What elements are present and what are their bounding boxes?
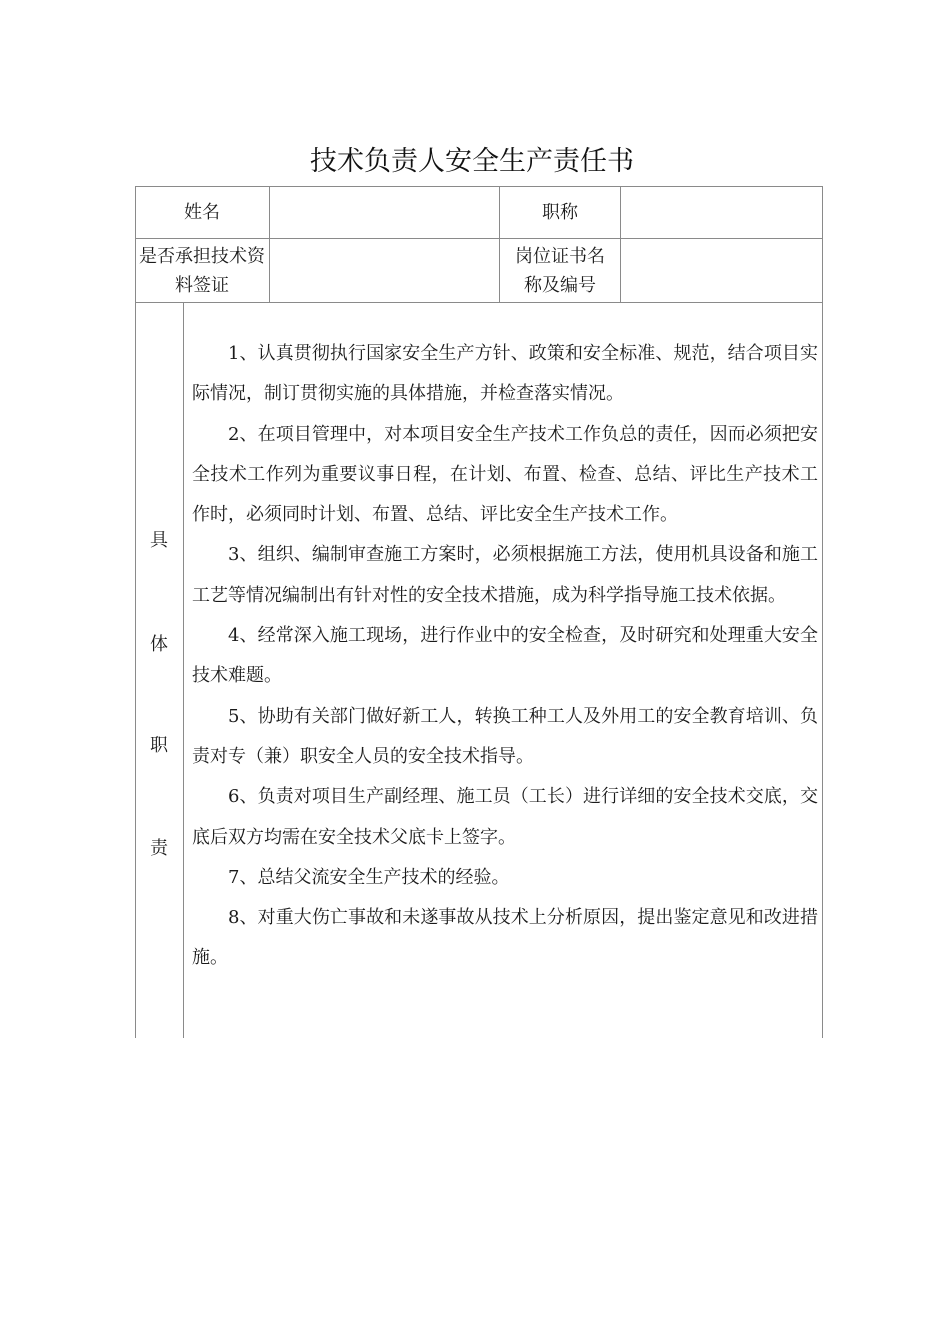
table-row-divider-1 — [135, 238, 823, 239]
duty-item: 4、经常深入施工现场，进行作业中的安全检查，及时研究和处理重大安全技术难题。 — [192, 625, 818, 687]
duty-item: 8、对重大伤亡事故和未遂事故从技术上分析原因，提出鉴定意见和改进措施。 — [192, 907, 818, 969]
duties-list — [192, 334, 818, 979]
table-right-border — [822, 186, 823, 1038]
duties-col-divider — [183, 302, 184, 1038]
duty-item: 6、负责对项目生产副经理、施工员（工长）进行详细的安全技术交底，交底后双方均需在安全技术父底卡上签字。 — [192, 786, 818, 848]
name-label: 姓名 — [184, 202, 220, 223]
duties-label-char: 职 — [150, 735, 168, 756]
table-row-divider-2 — [135, 302, 823, 303]
duties-label-char: 责 — [150, 838, 168, 859]
document-title: 技术负责人安全生产责任书 — [310, 146, 634, 177]
duties-label-char: 体 — [150, 634, 168, 655]
duty-item: 5、协助有关部门做好新工人，转换工种工人及外用工的安全教育培训、负责对专（兼）职安全人员的安全技术指导。 — [192, 705, 818, 767]
table-top-border — [135, 186, 823, 187]
table-col-divider-1 — [269, 186, 270, 303]
responsibility-form — [135, 186, 823, 1038]
position-label: 职称 — [542, 202, 578, 223]
table-col-divider-3 — [620, 186, 621, 303]
tech-sign-label: 是否承担技术资料签证 — [139, 246, 265, 296]
cert-label: 岗位证书名称及编号 — [515, 246, 605, 296]
duty-item: 7、总结父流安全生产技术的经验。 — [228, 866, 510, 888]
duty-item: 1、认真贯彻执行国家安全生产方针、政策和安全标准、规范，结合项目实际情况，制订贯彻实施的具体措施，并检查落实情况。 — [192, 343, 818, 405]
duties-label-char: 具 — [150, 530, 168, 551]
duty-item: 2、在项目管理中，对本项目安全生产技术工作负总的责任，因而必须把安全技术工作列为重要议事日程，在计划、布置、检查、总结、评比生产技术工作时，必须同时计划、布置、总结、评比安全生产技术工作。 — [192, 423, 818, 526]
table-left-border — [135, 186, 136, 1038]
duty-item: 3、组织、编制审查施工方案时，必须根据施工方法，使用机具设备和施工工艺等情况编制出有针对性的安全技术措施，成为科学指导施工技术依据。 — [192, 544, 818, 606]
